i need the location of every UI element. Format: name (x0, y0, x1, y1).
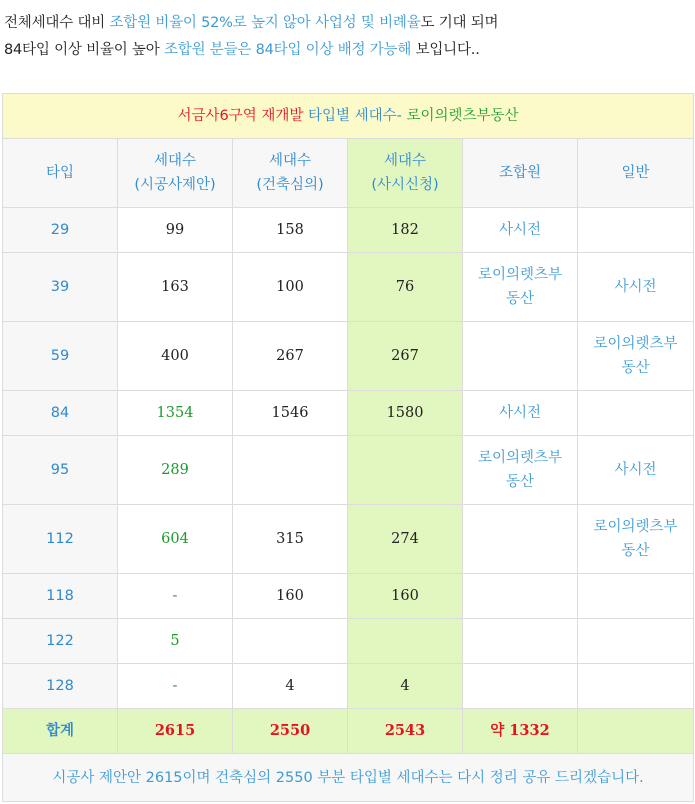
total-label: 합계 (3, 709, 118, 754)
cell-member (463, 322, 578, 391)
table-title (3, 94, 694, 139)
cell-proposal: 5 (118, 619, 233, 664)
header-type: 타입 (3, 139, 118, 208)
cell-member (463, 505, 578, 574)
cell-type: 39 (3, 253, 118, 322)
table-row (3, 505, 694, 574)
cell-member: 사시전 (463, 391, 578, 436)
cell-type: 128 (3, 664, 118, 709)
cell-member: 로이의렛츠부 동산 (463, 253, 578, 322)
table-row (3, 322, 694, 391)
intro-line-1 (4, 10, 691, 37)
cell-review: 267 (233, 322, 348, 391)
header-apply: 세대수 (사시신청) (348, 139, 463, 208)
cell-review: 100 (233, 253, 348, 322)
cell-general (578, 208, 694, 253)
total-row (3, 709, 694, 754)
cell-proposal: - (118, 574, 233, 619)
cell-apply: 160 (348, 574, 463, 619)
header-review: 세대수 (건축심의) (233, 139, 348, 208)
table-footnote: 시공사 제안안 2615이며 건축심의 2550 부분 타입별 세대수는 다시 정리 공유 드리겠습니다. (3, 754, 694, 802)
total-review: 2550 (233, 709, 348, 754)
cell-proposal: 99 (118, 208, 233, 253)
cell-review: 1546 (233, 391, 348, 436)
cell-member (463, 574, 578, 619)
cell-apply: 4 (348, 664, 463, 709)
unit-type-table (2, 93, 694, 802)
table-title-subject: 타입별 세대수- (308, 108, 402, 124)
cell-apply: 274 (348, 505, 463, 574)
intro-line-2 (4, 37, 691, 64)
header-member: 조합원 (463, 139, 578, 208)
cell-type: 112 (3, 505, 118, 574)
total-member: 약 1332 (463, 709, 578, 754)
table-row (3, 574, 694, 619)
cell-member (463, 619, 578, 664)
cell-apply: 267 (348, 322, 463, 391)
cell-general: 사시전 (578, 253, 694, 322)
cell-type: 59 (3, 322, 118, 391)
cell-type: 95 (3, 436, 118, 505)
intro-text (0, 0, 695, 93)
intro-text-plain: 도 기대 되며 (420, 15, 499, 31)
total-general (578, 709, 694, 754)
cell-general (578, 619, 694, 664)
intro-text-plain: 84타입 이상 비율이 높아 (4, 42, 164, 58)
cell-proposal: 1354 (118, 391, 233, 436)
cell-type: 84 (3, 391, 118, 436)
cell-apply: 76 (348, 253, 463, 322)
table-row (3, 208, 694, 253)
cell-proposal: 289 (118, 436, 233, 505)
cell-review: 160 (233, 574, 348, 619)
cell-review: 158 (233, 208, 348, 253)
table-row (3, 391, 694, 436)
cell-member: 로이의렛츠부 동산 (463, 436, 578, 505)
cell-type: 29 (3, 208, 118, 253)
cell-type: 118 (3, 574, 118, 619)
cell-review: 4 (233, 664, 348, 709)
cell-general: 로이의렛츠부 동산 (578, 505, 694, 574)
header-general: 일반 (578, 139, 694, 208)
table-header-row (3, 139, 694, 208)
cell-apply (348, 436, 463, 505)
cell-general: 사시전 (578, 436, 694, 505)
intro-text-plain: 전체세대수 대비 (4, 15, 110, 31)
cell-general (578, 574, 694, 619)
cell-proposal: 163 (118, 253, 233, 322)
cell-general (578, 664, 694, 709)
cell-type: 122 (3, 619, 118, 664)
cell-apply (348, 619, 463, 664)
table-row (3, 436, 694, 505)
cell-general: 로이의렛츠부 동산 (578, 322, 694, 391)
intro-text-plain: 보입니다.. (411, 42, 480, 58)
cell-review (233, 619, 348, 664)
intro-text-highlight: 조합원 비율이 52%로 높지 않아 사업성 및 비례율 (109, 15, 421, 31)
table-row (3, 253, 694, 322)
table-title-project: 서금사6구역 재개발 (177, 108, 304, 124)
table-title-author: 로이의렛츠부동산 (406, 108, 519, 124)
cell-general (578, 391, 694, 436)
intro-text-highlight: 조합원 분들은 84타입 이상 배정 가능해 (163, 42, 412, 58)
cell-review: 315 (233, 505, 348, 574)
total-proposal: 2615 (118, 709, 233, 754)
cell-member: 사시전 (463, 208, 578, 253)
cell-review (233, 436, 348, 505)
cell-apply: 182 (348, 208, 463, 253)
cell-proposal: - (118, 664, 233, 709)
total-apply: 2543 (348, 709, 463, 754)
table-row (3, 619, 694, 664)
cell-proposal: 400 (118, 322, 233, 391)
cell-member (463, 664, 578, 709)
cell-proposal: 604 (118, 505, 233, 574)
cell-apply: 1580 (348, 391, 463, 436)
header-proposal: 세대수 (시공사제안) (118, 139, 233, 208)
table-row (3, 664, 694, 709)
